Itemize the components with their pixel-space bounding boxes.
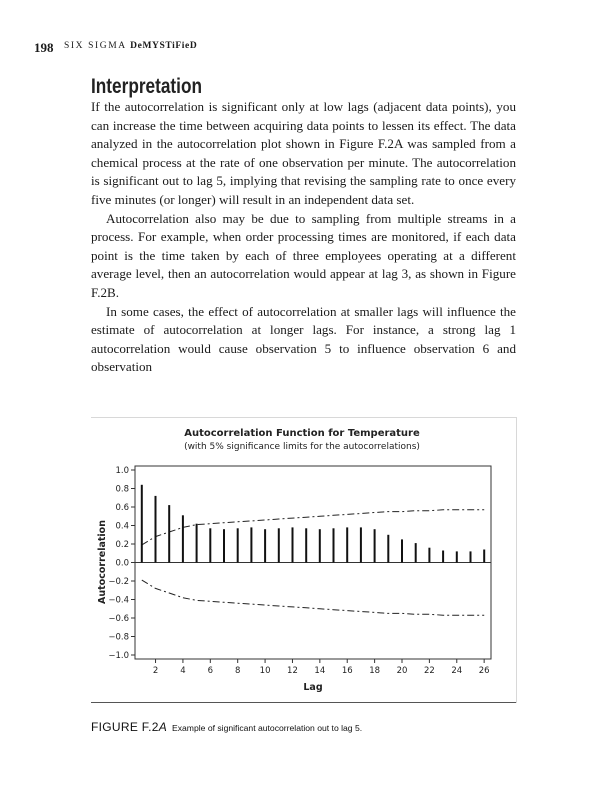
- y-tick-label: 1.0: [115, 466, 129, 476]
- x-tick-label: 10: [259, 666, 271, 676]
- acf-bar: [374, 529, 376, 562]
- acf-bar: [456, 551, 458, 562]
- acf-bar: [264, 529, 266, 562]
- acf-bar: [442, 551, 444, 563]
- acf-bar: [401, 539, 403, 562]
- y-tick-label: −0.4: [108, 595, 129, 606]
- acf-bar: [182, 515, 184, 562]
- acf-bar: [223, 529, 225, 562]
- acf-bar: [292, 527, 294, 562]
- x-tick-label: 26: [478, 666, 490, 676]
- upper-significance-limit: [142, 510, 484, 545]
- section-title: Interpretation: [91, 75, 202, 98]
- x-tick-label: 8: [234, 666, 241, 676]
- acf-bar: [155, 496, 157, 563]
- x-tick-label: 24: [451, 666, 463, 676]
- acf-bar: [209, 528, 211, 562]
- paragraph-1: If the autocorrelation is significant only at low lags (adjacent data points), you can increase the time between acquiring data points to lessen its effect. The data analyzed in the autocorrelation plot shown in Figure F.2A was sampled from a chemical process at the rate of one observation per minute. The autocorrelation is significant out to lag 5, implying that revising the sampling rate to once every five minutes (or longer) will result in an independent data set.: [91, 99, 516, 207]
- autocorrelation-chart: [91, 418, 516, 703]
- running-head: [64, 41, 197, 51]
- figure-caption: [91, 718, 362, 736]
- y-tick-label: 0.2: [115, 540, 129, 550]
- figure-label: [91, 720, 167, 734]
- acf-bar: [250, 527, 252, 562]
- acf-bar: [415, 543, 417, 562]
- x-axis-label: Lag: [303, 682, 323, 693]
- running-head-prefix: SIX SIGMA: [64, 41, 127, 51]
- acf-bar: [319, 529, 321, 562]
- figure-label-prefix: FIGURE F.2: [91, 720, 159, 734]
- y-tick-label: −1.0: [108, 651, 129, 661]
- x-tick-label: 20: [396, 666, 408, 676]
- acf-bar: [196, 524, 198, 563]
- y-axis-label: Autocorrelation: [97, 520, 108, 604]
- acf-bar: [333, 528, 335, 562]
- acf-bar: [346, 527, 348, 562]
- figure-frame: [91, 417, 517, 703]
- y-tick-label: 0.0: [115, 558, 129, 569]
- acf-bar: [360, 527, 362, 562]
- x-tick-label: 4: [180, 666, 186, 676]
- x-tick-label: 2: [152, 666, 159, 676]
- x-tick-label: 14: [314, 666, 326, 676]
- y-tick-label: −0.6: [108, 614, 129, 624]
- figure-label-suffix: A: [158, 720, 167, 734]
- running-head-title: DeMYSTiFieD: [130, 41, 198, 51]
- page-number: 198: [34, 40, 54, 55]
- x-tick-label: 6: [207, 666, 214, 676]
- body-text: [91, 98, 516, 377]
- y-tick-label: −0.8: [108, 632, 129, 643]
- acf-bar: [237, 528, 239, 562]
- paragraph-3: In some cases, the effect of autocorrelation at smaller lags will influence the estimate of autocorrelation at longer lags. For instance, a strong lag 1 autocorrelation would cause observation 5 to influence observation 6 and observation: [91, 303, 516, 375]
- figure-rule: [91, 702, 516, 703]
- chart-title: Autocorrelation Function for Temperature: [184, 428, 420, 439]
- acf-bar: [305, 528, 307, 562]
- y-tick-label: 0.8: [115, 484, 129, 495]
- lower-significance-limit: [142, 580, 484, 615]
- y-tick-label: 0.4: [115, 521, 129, 532]
- x-tick-label: 18: [369, 666, 381, 676]
- paragraph-2: Autocorrelation also may be due to sampling from multiple streams in a process. For example, when order processing times are monitored, if each data point is the time taken by each of three employees operating at a different average level, then an autocorrelation would appear at lag 3, as shown in Figure F.2B.: [91, 210, 516, 300]
- acf-bar: [428, 548, 430, 563]
- acf-bar: [141, 485, 143, 563]
- acf-bar: [387, 535, 389, 563]
- y-tick-label: 0.6: [115, 503, 129, 513]
- figure-caption-text: Example of significant autocorrelation out to lag 5.: [172, 723, 363, 733]
- y-tick-label: −0.2: [108, 577, 129, 587]
- acf-bar: [278, 528, 280, 562]
- acf-bar: [483, 550, 485, 563]
- acf-bar: [168, 505, 170, 562]
- x-tick-label: 16: [341, 666, 353, 676]
- chart-subtitle: (with 5% significance limits for the autocorrelations): [184, 442, 420, 452]
- x-tick-label: 22: [423, 666, 435, 676]
- acf-bar: [470, 551, 472, 562]
- x-tick-label: 12: [287, 666, 298, 676]
